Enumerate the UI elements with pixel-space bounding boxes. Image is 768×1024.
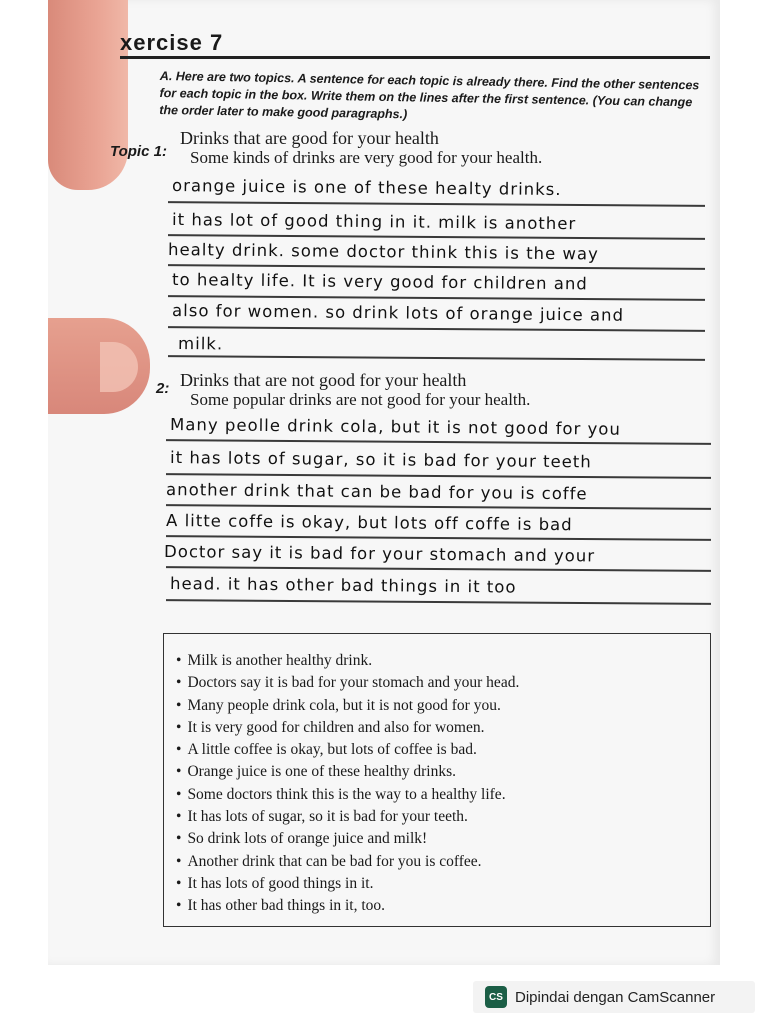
sentence-list xyxy=(164,634,710,918)
topic1-handwritten-line: milk. xyxy=(178,334,224,354)
instructions: A. Here are two topics. A sentence for each topic is already there. Find the other sentences for each topic in the box. Write them on the lines after the first sentence. (You can change the order later to make good paragraphs.) xyxy=(159,68,700,122)
topic2-title: Drinks that are not good for your health xyxy=(180,370,467,390)
exercise-title: xercise 7 xyxy=(120,30,224,55)
topic2-handwritten-line: head. it has other bad things in it too xyxy=(170,574,517,597)
topic2-handwritten-line: another drink that can be bad for you is coffe xyxy=(166,480,588,504)
list-item: • So drink lots of orange juice and milk! xyxy=(176,828,710,850)
list-item: • Milk is another healthy drink. xyxy=(176,650,710,672)
topic1-first-sentence: Some kinds of drinks are very good for your health. xyxy=(190,148,543,167)
list-item: • Some doctors think this is the way to a healthy life. xyxy=(176,784,710,806)
list-item: • A little coffee is okay, but lots of coffee is bad. xyxy=(176,739,710,761)
topic2-handwritten-line: it has lots of sugar, so it is bad for your teeth xyxy=(170,448,592,472)
topic2-handwritten-line: Many peolle drink cola, but it is not good for you xyxy=(170,415,622,439)
watermark-text: Dipindai dengan CamScanner xyxy=(515,988,716,1006)
topic1-handwritten-line: healty drink. some doctor think this is the way xyxy=(168,240,599,264)
list-item: • Doctors say it is bad for your stomach and your head. xyxy=(176,672,710,694)
list-item: • Another drink that can be bad for you is coffee. xyxy=(176,851,710,873)
topic1-handwritten-line: also for women. so drink lots of orange juice and xyxy=(172,301,625,325)
topic2-handwritten-line: Doctor say it is bad for your stomach and your xyxy=(164,542,596,566)
topic1-handwritten-line: to healty life. It is very good for children and xyxy=(172,270,588,294)
list-item: • It has other bad things in it, too. xyxy=(176,895,710,917)
list-item: • It is very good for children and also for women. xyxy=(176,717,710,739)
topic2-label: 2: xyxy=(156,380,170,397)
topic1-handwritten-line: orange juice is one of these healty drinks. xyxy=(172,176,562,200)
topic1-title: Drinks that are good for your health xyxy=(180,128,439,148)
title-rule xyxy=(120,56,710,59)
topic2-first-sentence: Some popular drinks are not good for your health. xyxy=(190,390,531,409)
sentence-box xyxy=(163,633,711,927)
list-item: • Orange juice is one of these healthy drinks. xyxy=(176,761,710,783)
topic1-handwritten-line: it has lot of good thing in it. milk is another xyxy=(172,210,577,234)
topic1-label: Topic 1: xyxy=(110,143,167,160)
list-item: • It has lots of sugar, so it is bad for your teeth. xyxy=(176,806,710,828)
camscanner-icon: CS xyxy=(485,986,507,1008)
finger-top xyxy=(48,0,128,190)
list-item: • Many people drink cola, but it is not good for you. xyxy=(176,695,710,717)
topic2-handwritten-line: A litte coffe is okay, but lots off coffe is bad xyxy=(166,511,573,535)
camscanner-watermark xyxy=(473,981,755,1013)
list-item: • It has lots of good things in it. xyxy=(176,873,710,895)
